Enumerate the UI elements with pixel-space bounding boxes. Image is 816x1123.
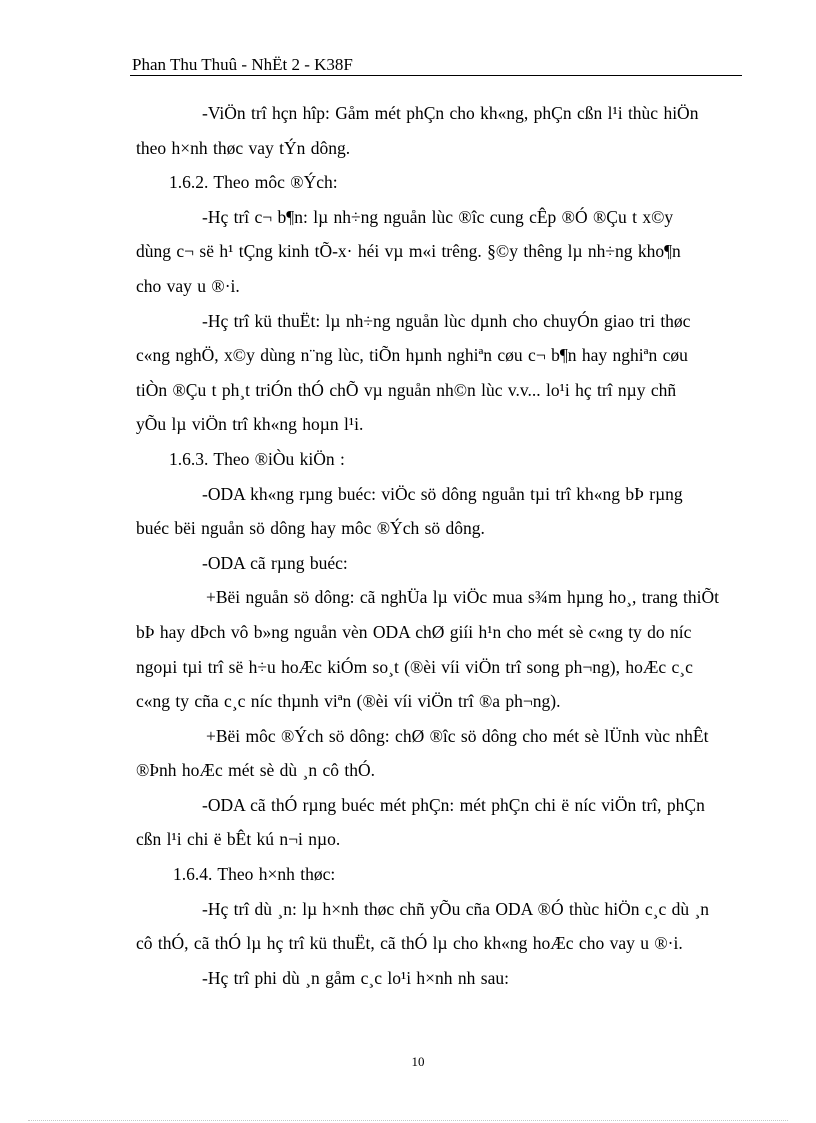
paragraph-line: theo h×nh thøc vay tÝn dông. <box>136 137 351 158</box>
paragraph-line: -Hç trî c¬ b¶n: lµ nh÷ng nguån lùc ®îc cung cÊp ®Ó ®Çu t x©y <box>202 206 674 227</box>
paragraph-line: yÕu lµ viÖn trî kh«ng hoµn l¹i. <box>136 414 364 435</box>
page-header: Phan Thu Thuû - NhËt 2 - K38F <box>132 55 353 74</box>
paragraph-line: cßn l¹i chi ë bÊt kú n¬i nµo. <box>136 829 341 850</box>
paragraph-line: -ODA kh«ng rµng buéc: viÖc sö dông nguån tµi trî kh«ng bÞ rµng <box>202 483 683 504</box>
paragraph-line: c«ng ty cña c¸c níc thµnh viªn (®èi víi viÖn trî ®a ph¬ng). <box>136 691 561 712</box>
section-heading: 1.6.3. Theo ®iÒu kiÖn : <box>169 448 345 469</box>
page-bottom-divider <box>28 1120 788 1121</box>
paragraph-line: -Hç trî phi dù ¸n gåm c¸c lo¹i h×nh nh sau: <box>202 967 509 988</box>
section-heading: 1.6.4. Theo h×nh thøc: <box>173 864 336 885</box>
section-heading: 1.6.2. Theo môc ®Ých: <box>169 172 338 193</box>
paragraph-line: bÞ hay dÞch vô b»ng nguån vèn ODA chØ giíi h¹n cho mét sè c«ng ty do níc <box>136 621 692 642</box>
page-number: 10 <box>411 1054 425 1069</box>
paragraph-line: tiÒn ®Çu t ph¸t triÓn thÓ chÕ vµ nguån nh©n lùc v.v... lo¹i hç trî nµy chñ <box>136 379 677 400</box>
paragraph-line: -ViÖn trî hçn hîp: Gåm mét phÇn cho kh«ng, phÇn cßn l¹i thùc hiÖn <box>202 103 699 123</box>
header-divider <box>130 75 742 76</box>
paragraph-line: +Bëi nguån sö dông: cã nghÜa lµ viÖc mua s¾m hµng ho¸, trang thiÕt <box>206 587 720 608</box>
paragraph-line: ®Þnh hoÆc mét sè dù ¸n cô thÓ. <box>136 760 376 781</box>
paragraph-line: cho vay u ®·i. <box>136 275 240 296</box>
paragraph-line: cô thÓ, cã thÓ lµ hç trî kü thuËt, cã thÓ lµ cho kh«ng hoÆc cho vay u ®·i. <box>136 933 683 954</box>
paragraph-line: buéc bëi nguån sö dông hay môc ®Ých sö dông. <box>136 518 485 539</box>
paragraph-line: ngoµi tµi trî së h÷u hoÆc kiÓm so¸t (®èi víi viÖn trî song ph¬ng), hoÆc c¸c <box>136 656 693 677</box>
paragraph-line: c«ng nghÖ, x©y dùng n¨ng lùc, tiÕn hµnh nghiªn cøu c¬ b¶n hay nghiªn cøu <box>136 345 688 366</box>
paragraph-line: -Hç trî kü thuËt: lµ nh÷ng nguån lùc dµnh cho chuyÓn giao tri thøc <box>202 310 691 331</box>
paragraph-line: -ODA cã rµng buéc: <box>202 552 348 573</box>
paragraph-line: -Hç trî dù ¸n: lµ h×nh thøc chñ yÕu cña ODA ®Ó thùc hiÖn c¸c dù ¸n <box>202 898 710 919</box>
paragraph-line: -ODA cã thÓ rµng buéc mét phÇn: mét phÇn chi ë níc viÖn trî, phÇn <box>202 794 705 815</box>
body-text <box>136 96 742 995</box>
paragraph-line: dùng c¬ së h¹ tÇng kinh tÕ-x· héi vµ m«i trêng. §©y thêng lµ nh÷ng kho¶n <box>136 241 681 262</box>
paragraph-line: +Bëi môc ®Ých sö dông: chØ ®îc sö dông cho mét sè lÜnh vùc nhÊt <box>206 725 709 746</box>
